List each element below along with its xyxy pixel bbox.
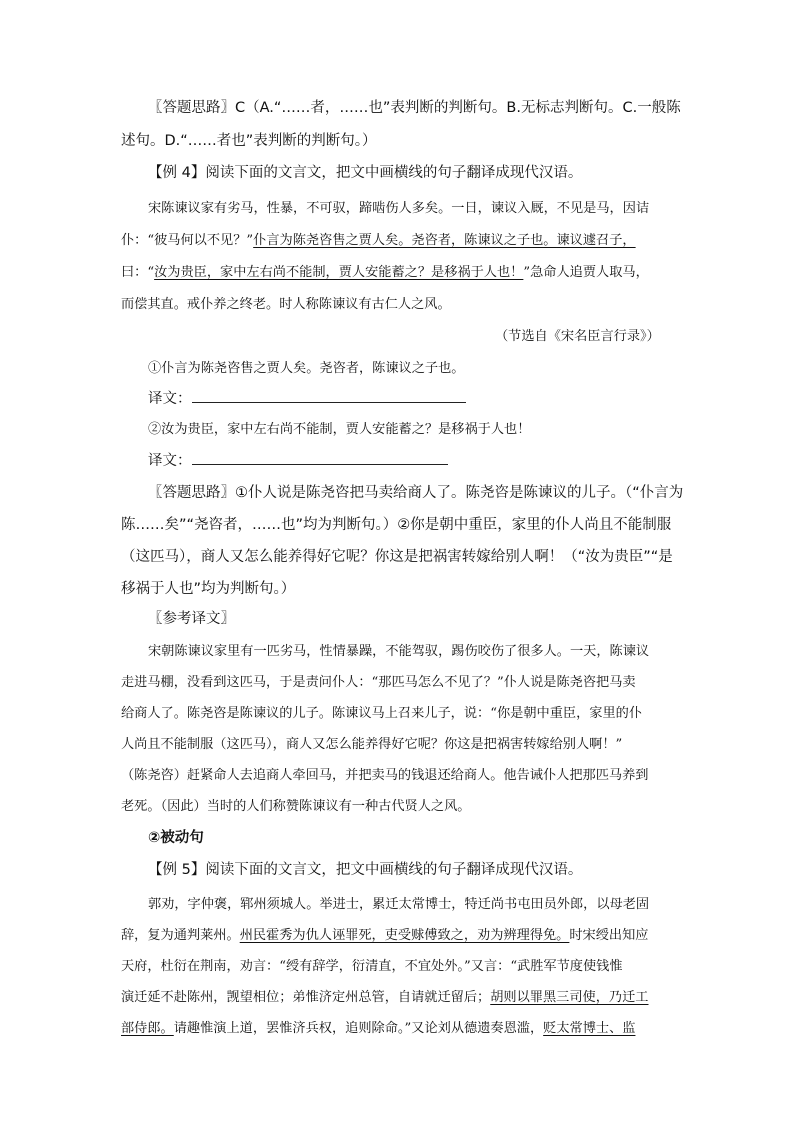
answer-hint-line-2: 述句。D.“……者也”表判断的判断句。） [121,133,377,149]
underlined-sentence-tail: 谏议遽召子， [556,233,636,248]
underlined-sentence-4: 胡则以罪黑三司使，乃迁工 [490,990,649,1005]
translation-answer-blank-2[interactable] [192,450,448,465]
example-5-prompt: 【例 5】阅读下面的文言文，把文中画横线的句子翻译成现代汉语。 [148,862,583,878]
reference-translation-line-5: （陈尧咨）赶紧命人去追商人牵回马，并把卖马的钱退还给商人。他告诫仆人把那匹马养到 [121,768,649,783]
question-2: ②汝为贵臣，家中左右尚不能制，贾人安能蓄之？是移祸于人也！ [148,422,531,437]
passage-2-line-3: 天府，杜衍在荆南，劝言：“绶有辞学，衍清直，不宜处外。”又言：“武胜军节度使钱惟 [121,959,623,974]
reference-translation-line-2: 走进马棚，没看到这匹马，于是责问仆人：“那匹马怎么不见了？”仆人说是陈尧咨把马卖 [121,675,636,690]
translation-answer-blank-1[interactable] [192,388,466,403]
reference-translation-line-4: 人尚且不能制服（这匹马），商人又怎么能养得好它呢？你这是把祸害转嫁给别人啊！” [121,737,623,752]
passage-1-text: ”急命人追贾人取马， [523,265,649,280]
passage-1-text: 曰：“ [121,265,155,280]
underlined-sentence-3: 州民霍秀为仇人诬罪死，吏受赇傅致之，劝为辨理得免。 [239,928,570,943]
question-1: ①仆言为陈尧咨售之贾人矣。尧咨者，陈谏议之子也。 [148,361,465,376]
reference-translation-heading: 〖参考译文〗 [148,611,235,627]
passage-2-line-1: 郭劝，字仲褒，郓州须城人。举进士，累迁太常博士，特迁尚书屯田员外郎，以母老固 [148,897,650,912]
passage-1-line-2 [121,229,636,248]
passage-1-line-3 [121,261,649,280]
passage-2-line-4 [121,986,649,1005]
answer-4-line-2: 陈……矣”“尧咨者，……也”均为判断句。）②你是朝中重臣，家里的仆人尚且不能制服 [121,517,672,533]
answer-hint-line-1: 〖答题思路〗C（A.“……者，……也”表判断的判断句。B.无标志判断句。C.一般陈 [148,100,681,116]
passage-2-line-2 [121,924,649,943]
passage-2-text: 演迁延不赴陈州，觊望相位；弟惟济定州总管，自请就迁留后； [121,990,491,1005]
passage-2-text: 请趣惟演上道，罢惟济兵权，追则除命。”又论刘从德遗奏恩滥， [173,1021,544,1036]
translation-label-text: 译文： [148,453,192,469]
passage-1-line-4: 而偿其直。戒仆养之终老。时人称陈谏议有古仁人之风。 [121,297,451,312]
section-heading-passive: ②被动句 [148,830,204,846]
passage-2-text: 辞，复为通判莱州。 [121,928,240,943]
passage-1-line-1: 宋陈谏议家有劣马，性暴，不可驭，蹄啮伤人多矣。一日，谏议入厩，不见是马，因诘 [148,201,650,216]
passage-1-text: 仆：“彼马何以不见？” [121,233,254,248]
reference-translation-line-1: 宋朝陈谏议家里有一匹劣马，性情暴躁，不能驾驭，踢伤咬伤了很多人。一天，陈谏议 [148,644,650,659]
translation-label-text: 译文： [148,391,192,407]
answer-4-line-1: 〖答题思路〗①仆人说是陈尧咨把马卖给商人了。陈尧咨是陈谏议的儿子。（“仆言为 [148,485,684,501]
reference-translation-line-6: 老死。（因此）当时的人们称赞陈谏议有一种古代贤人之风。 [121,799,471,814]
underlined-sentence-2: 汝为贵臣，家中左右尚不能制，贾人安能蓄之？是移祸于人也！ [154,265,524,280]
translation-label-1 [148,387,466,408]
underlined-sentence-5: 贬太常博士、监 [543,1021,636,1036]
passage-2-text: 时宋绶出知应 [569,928,649,943]
underlined-sentence-1: 仆言为陈尧咨售之贾人矣。尧咨者，陈谏议之子也。 [253,233,557,248]
source-citation: （节选自《宋名臣言行录》） [495,329,660,344]
passage-2-line-5 [121,1017,635,1036]
translation-label-2 [148,449,448,470]
answer-4-line-3: （这匹马），商人又怎么能养得好它呢？你这是把祸害转嫁给别人啊！（“汝为贵臣”“是 [121,549,673,565]
example-4-prompt: 【例 4】阅读下面的文言文，把文中画横线的句子翻译成现代汉语。 [148,165,583,181]
reference-translation-line-3: 给商人了。陈尧咨是陈谏议的儿子。陈谏议马上召来儿子，说：“你是朝中重臣，家里的仆 [121,706,643,721]
underlined-sentence-4-tail: 部侍郎。 [121,1021,174,1036]
answer-4-line-4: 移祸于人也”均为判断句。） [121,581,296,597]
